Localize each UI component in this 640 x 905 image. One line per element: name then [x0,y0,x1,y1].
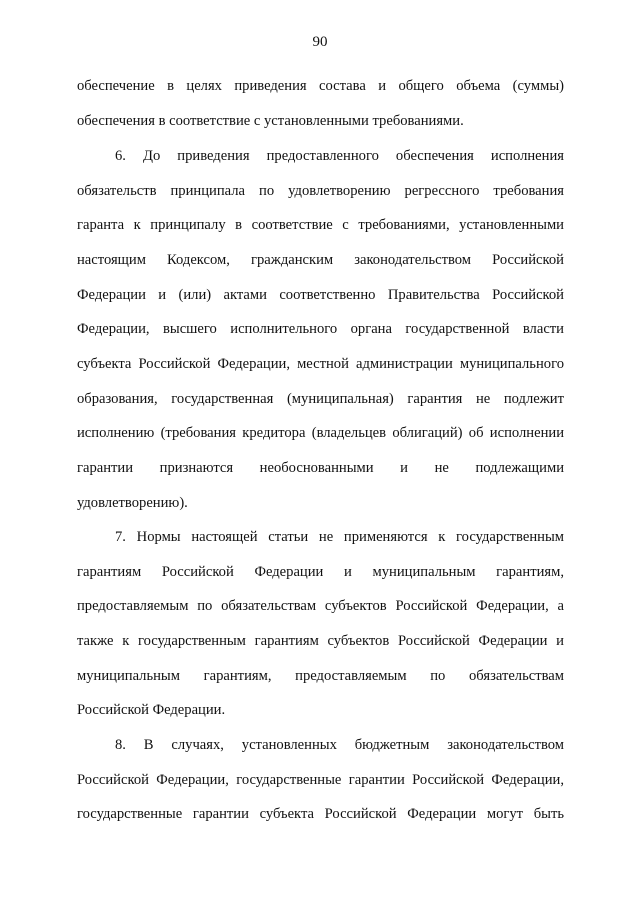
text-line: настоящим Кодексом, гражданским законодательством Российской [77,252,564,268]
paragraph-first-line: 8. В случаях, установленных бюджетным законодательством [115,737,564,753]
text-line: гаранта к принципалу в соответствие с требованиями, установленными [77,217,564,233]
paragraph-first-line: 6. До приведения предоставленного обеспечения исполнения [115,148,564,164]
text-line: обеспечение в целях приведения состава и общего объема (суммы) [77,78,564,94]
text-line: Российской Федерации, государственные гарантии Российской Федерации, [77,772,564,788]
text-line: субъекта Российской Федерации, местной администрации муниципального [77,356,564,372]
text-line: государственные гарантии субъекта Российской Федерации могут быть [77,806,564,822]
text-line: Российской Федерации. [77,702,226,718]
text-line: муниципальным гарантиям, предоставляемым по обязательствам [77,668,564,684]
text-line: также к государственным гарантиям субъектов Российской Федерации и [77,633,564,649]
text-line: гарантиям Российской Федерации и муниципальным гарантиям, [77,564,564,580]
text-line: Федерации и (или) актами соответственно Правительства Российской [77,287,564,303]
paragraph-first-line: 7. Нормы настоящей статьи не применяются к государственным [115,529,564,545]
page-number: 90 [312,34,328,50]
text-line: исполнению (требования кредитора (владельцев облигаций) об исполнении [77,425,564,441]
text-line: образования, государственная (муниципальная) гарантия не подлежит [77,391,564,407]
text-line: обязательств принципала по удовлетворению регрессного требования [77,183,564,199]
text-line: предоставляемым по обязательствам субъектов Российской Федерации, а [77,598,564,614]
text-line: гарантии признаются необоснованными и не подлежащими [77,460,564,476]
text-line: обеспечения в соответствие с установленными требованиями. [77,113,464,129]
text-line: удовлетворению). [77,495,188,511]
text-line: Федерации, высшего исполнительного органа государственной власти [77,321,564,337]
